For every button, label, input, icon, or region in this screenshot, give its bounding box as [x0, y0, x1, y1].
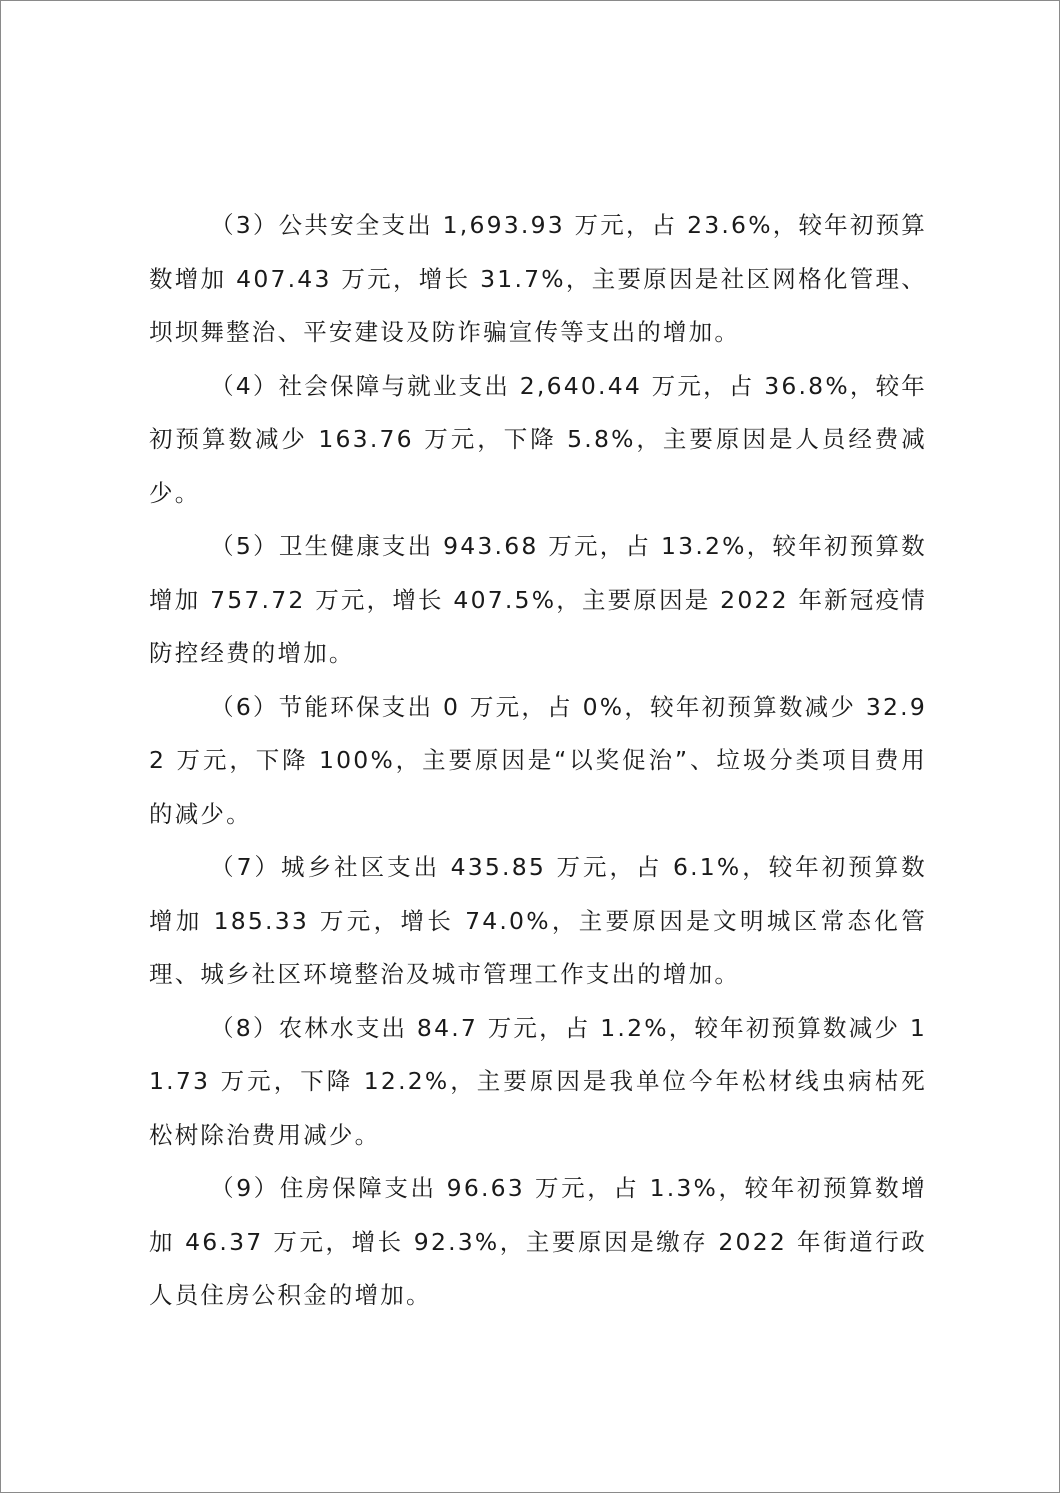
paragraph-health: （5）卫生健康支出 943.68 万元，占 13.2%，较年初预算数增加 757.72 万元，增长 407.5%，主要原因是 2022 年新冠疫情防控经费的增加。 [149, 532, 927, 667]
paragraph-environment: （6）节能环保支出 0 万元，占 0%，较年初预算数减少 32.92 万元，下降 100%，主要原因是“以奖促治”、垃圾分类项目费用的减少。 [149, 692, 927, 828]
paragraph-housing: （9）住房保障支出 96.63 万元，占 1.3%，较年初预算数增加 46.37 万元，增长 92.3%，主要原因是缴存 2022 年街道行政人员住房公积金的增加。 [149, 1174, 927, 1309]
paragraph-urban-rural: （7）城乡社区支出 435.85 万元，占 6.1%，较年初预算数增加 185.33 万元，增长 74.0%，主要原因是文明城区常态化管理、城乡社区环境整治及城市管理工作支出的增加。 [149, 853, 927, 988]
paragraph-public-security: （3）公共安全支出 1,693.93 万元，占 23.6%，较年初预算数增加 407.43 万元，增长 31.7%，主要原因是社区网格化管理、坝坝舞整治、平安建设及防诈骗宣传等支出的增加。 [149, 211, 927, 346]
document-body [149, 199, 927, 1323]
paragraph-agriculture: （8）农林水支出 84.7 万元，占 1.2%，较年初预算数减少 11.73 万元，下降 12.2%，主要原因是我单位今年松材线虫病枯死松树除治费用减少。 [149, 1013, 927, 1149]
paragraph-social-security: （4）社会保障与就业支出 2,640.44 万元，占 36.8%，较年初预算数减少 163.76 万元，下降 5.8%，主要原因是人员经费减少。 [149, 371, 927, 507]
